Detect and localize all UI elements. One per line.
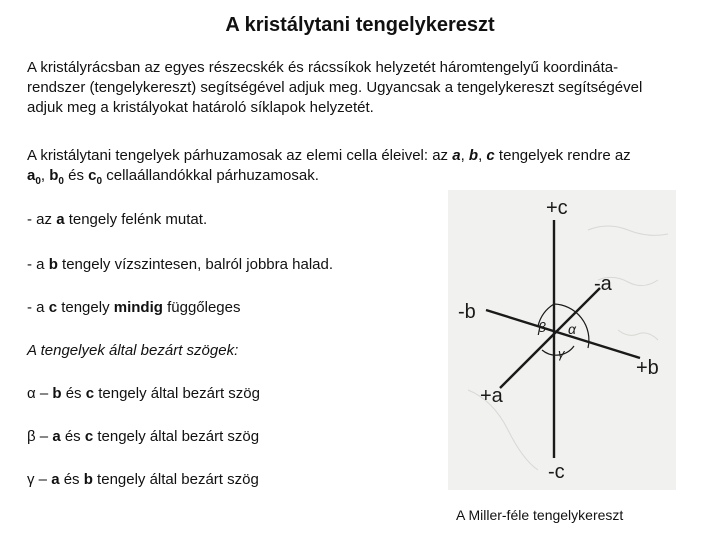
axis-c-description xyxy=(27,298,241,318)
axis-b-label: b xyxy=(468,147,479,164)
axis-letter: a xyxy=(56,211,65,228)
intro-line-3: adjuk meg a kristályokat határoló síklapok helyzetét. xyxy=(27,99,374,116)
text: - a xyxy=(27,299,49,316)
axis-letter: b xyxy=(83,471,93,488)
axis-cross-figure xyxy=(448,190,676,490)
minus-b-label: -b xyxy=(458,301,476,323)
text: tengely xyxy=(57,299,114,316)
angle-gamma-description xyxy=(27,470,259,490)
axis-c-label: c xyxy=(486,147,495,164)
alpha-label: α xyxy=(568,321,576,337)
plus-a-label: +a xyxy=(480,385,503,407)
page-title: A kristálytani tengelykereszt xyxy=(225,14,495,36)
text: függőleges xyxy=(162,299,241,316)
angles-heading: A tengelyek által bezárt szögek: xyxy=(27,342,239,359)
text: tengely által bezárt szög xyxy=(93,428,260,445)
axis-b-description xyxy=(27,255,333,275)
conjunction: és xyxy=(63,167,89,184)
separator: , xyxy=(40,167,50,184)
background-texture xyxy=(468,226,668,470)
axis-a-label: a xyxy=(452,147,461,164)
intro-line-2: rendszer (tengelykereszt) segítségével adjuk meg. Ugyancsak a tengelykereszt segítségével xyxy=(27,79,643,96)
axis-letter: c xyxy=(85,385,95,402)
a-axis-line xyxy=(500,288,600,388)
conjunction: és xyxy=(60,428,85,445)
angle-symbol: β – xyxy=(27,428,53,445)
parallel-text-2: tengelyek rendre az xyxy=(494,147,631,164)
text: tengely által bezárt szög xyxy=(94,385,260,402)
subscript: 0 xyxy=(35,176,41,187)
axis-letter: b xyxy=(52,385,62,402)
text: - a xyxy=(27,256,49,273)
conjunction: és xyxy=(59,471,84,488)
conjunction: és xyxy=(61,385,86,402)
separator: , xyxy=(478,147,487,164)
gamma-label: γ xyxy=(558,346,565,361)
subscript: 0 xyxy=(58,176,64,187)
beta-label: β xyxy=(538,319,546,335)
axis-a-description xyxy=(27,210,207,230)
axis-letter: c xyxy=(48,299,58,316)
angle-alpha-description xyxy=(27,384,260,404)
axis-cross-diagram xyxy=(448,190,676,490)
minus-c-label: -c xyxy=(548,461,565,483)
text: tengely által bezárt szög xyxy=(92,471,259,488)
cell-constant-b0: b xyxy=(49,167,59,184)
parallel-text-3: cellaállandókkal párhuzamosak. xyxy=(102,167,319,184)
angle-symbol: α – xyxy=(27,385,53,402)
axis-letter: b xyxy=(48,256,58,273)
parallel-paragraph xyxy=(27,146,697,192)
cell-constant-c0: c xyxy=(88,167,97,184)
axis-letter: c xyxy=(84,428,94,445)
parallel-line-1 xyxy=(27,146,697,166)
plus-b-label: +b xyxy=(636,357,659,379)
emphasis: mindig xyxy=(113,299,163,316)
axis-letter: a xyxy=(51,471,60,488)
axis-letter: a xyxy=(52,428,61,445)
angle-symbol: γ – xyxy=(27,471,52,488)
text: tengely felénk mutat. xyxy=(64,211,208,228)
subscript: 0 xyxy=(96,176,103,187)
text: tengely vízszintesen, balról jobbra halad. xyxy=(57,256,334,273)
text: - az xyxy=(27,211,57,228)
figure-caption: A Miller-féle tengelykereszt xyxy=(456,507,624,523)
separator: , xyxy=(460,147,469,164)
minus-a-label: -a xyxy=(594,273,612,295)
angle-beta-description xyxy=(27,427,259,447)
parallel-line-2 xyxy=(27,166,697,192)
cell-constant-a0: a xyxy=(27,167,36,184)
intro-paragraph xyxy=(27,58,697,118)
parallel-text-1: A kristálytani tengelyek párhuzamosak az elemi cella éleivel: az xyxy=(27,147,453,164)
plus-c-label: +c xyxy=(546,197,568,219)
intro-line-1: A kristályrácsban az egyes részecskék és rácssíkok helyzetét háromtengelyű koordináta- xyxy=(27,59,619,76)
